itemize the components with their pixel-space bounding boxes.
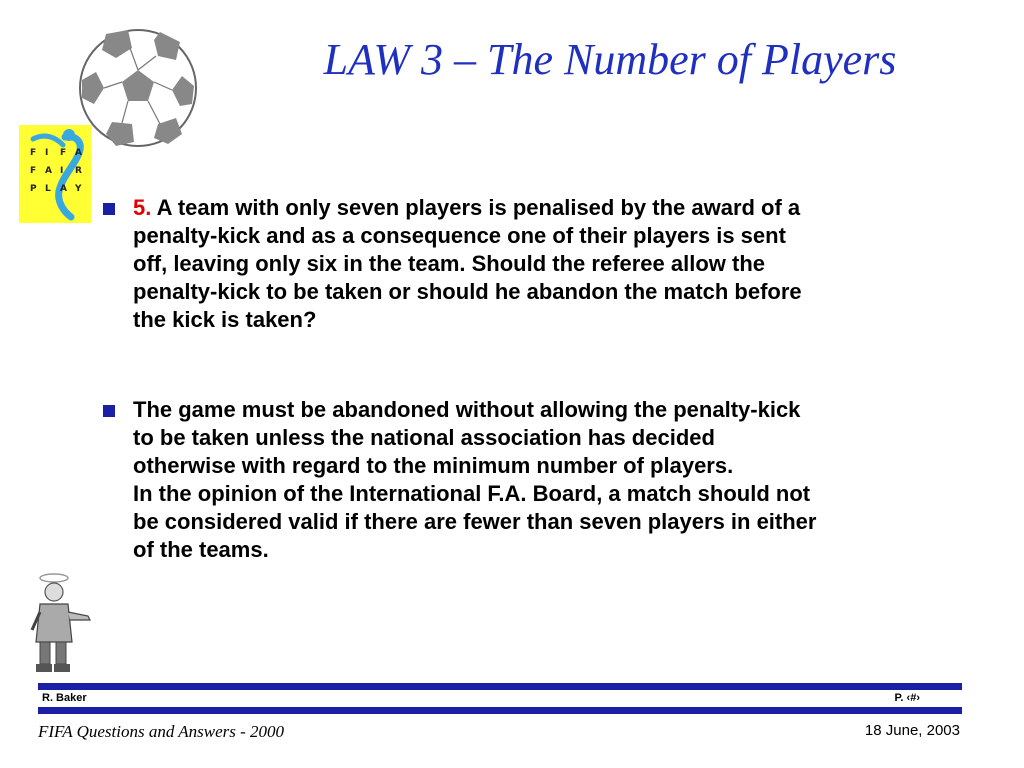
soccer-ball-icon	[76, 26, 200, 150]
footer-date: 18 June, 2003	[864, 722, 960, 739]
slide-title: LAW 3 – The Number of Players	[323, 35, 897, 84]
footer-page-number: P. ‹#›	[894, 692, 920, 704]
logo-letter: A	[75, 148, 82, 158]
fifa-fair-play-logo	[19, 125, 91, 223]
footer-divider-bottom	[38, 707, 962, 714]
logo-letter: Y	[75, 184, 82, 194]
question-text	[133, 194, 933, 334]
logo-letter: F	[30, 148, 37, 158]
answer-line: be considered valid if there are fewer than seven players in either	[133, 509, 817, 534]
answer-line: The game must be abandoned without allowing the penalty-kick	[133, 397, 801, 422]
answer-line: of the teams.	[133, 537, 269, 562]
logo-letter: F	[60, 148, 67, 158]
logo-letter: I	[45, 148, 49, 158]
footer-author: R. Baker	[42, 692, 87, 704]
question-line: off, leaving only six in the team. Should the referee allow the	[133, 251, 766, 276]
logo-letter: A	[45, 166, 52, 176]
answer-line: otherwise with regard to the minimum number of players.	[133, 453, 734, 478]
question-line: 5. A team with only seven players is penalised by the award of a	[133, 195, 801, 220]
logo-letter: A	[60, 184, 67, 194]
question-line: the kick is taken?	[133, 307, 317, 332]
question-line: penalty-kick to be taken or should he abandon the match before	[133, 279, 802, 304]
footer-divider-top	[38, 683, 962, 690]
referee-cartoon-icon	[30, 572, 94, 676]
answer-line: In the opinion of the International F.A. Board, a match should not	[133, 481, 811, 506]
logo-letter: F	[30, 166, 37, 176]
logo-letter: I	[60, 166, 64, 176]
bullet-square-icon	[103, 405, 115, 417]
logo-letter: R	[75, 166, 82, 176]
question-number: 5.	[133, 195, 152, 220]
footer-caption: FIFA Questions and Answers - 2000	[38, 722, 285, 741]
question-line: penalty-kick and as a consequence one of their players is sent	[133, 223, 786, 248]
bullet-square-icon	[103, 203, 115, 215]
logo-letter: L	[45, 184, 51, 194]
answer-text	[133, 396, 933, 564]
answer-line: to be taken unless the national association has decided	[133, 425, 715, 450]
logo-letter: P	[30, 184, 37, 194]
